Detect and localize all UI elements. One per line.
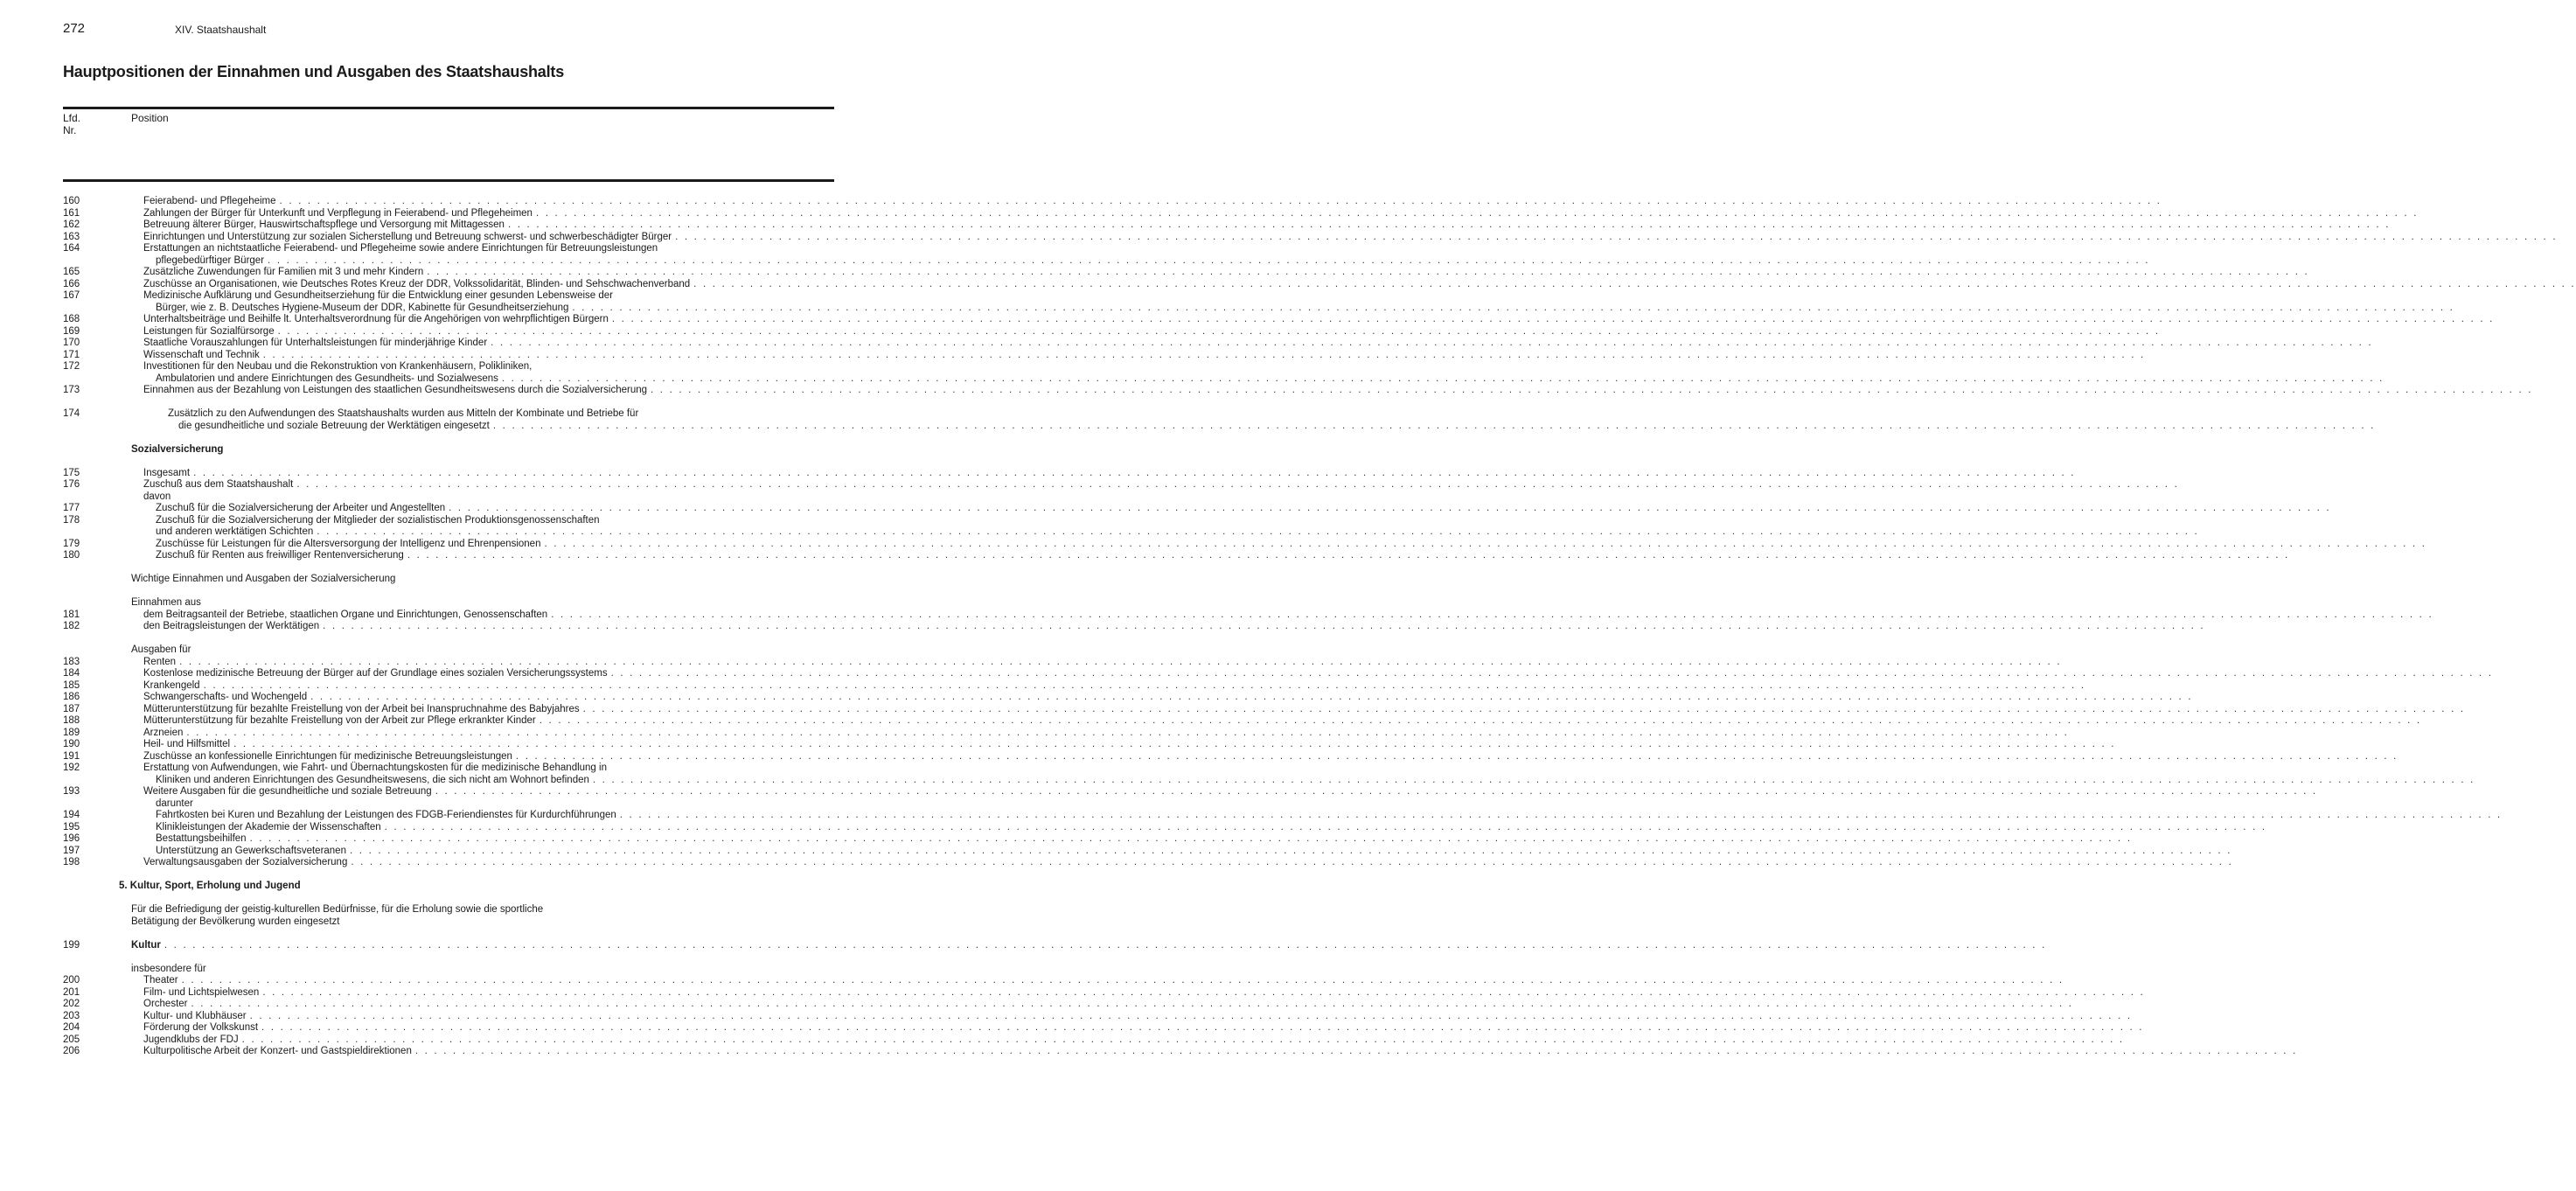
row-entry: [143, 1022, 2144, 1034]
table-row: [0, 739, 2116, 751]
row-number: 179: [63, 538, 80, 549]
table-row: [0, 243, 895, 255]
row-entry: [143, 278, 2576, 291]
running-title: XIV. Staatshaushalt: [175, 24, 267, 36]
row-entry: [178, 420, 2376, 433]
row-text: Theater: [143, 975, 178, 986]
row-text: Erstattungen an nichtstaatliche Feierabend- und Pflegeheime sowie andere Einrichtungen für Betreuungsleistungen: [143, 243, 658, 254]
row-number: 186: [63, 692, 80, 702]
row-text: Zuschuß für die Sozialversicherung der Arbeiter und Angestellten: [156, 503, 446, 513]
row-text: Kulturpolitische Arbeit der Konzert- und Gastspieldirektionen: [143, 1046, 412, 1056]
row-spacer: [0, 397, 895, 409]
column-header-position: Position: [131, 112, 169, 124]
row-text: Weitere Ausgaben für die gesundheitliche und soziale Betreuung: [143, 786, 432, 797]
row-number: 177: [63, 503, 80, 513]
dot-leader: . . . . . . . . . . . . . . . . . . . . . . . . . . . . . . . . . . . . . . . . . . . . . . . . . . . . . . . . . . . . . . . . . . . . . . . . . . . . . . . . . . . . . . . . . . . . . . . . . . . . . . . . . . . . . . . . . . . . . . . . . . . . . . . . . . . . . . . . . . . . . . . . . . . . . . . . . . . . . . . . . . . . . . . . . . . . . . . . . . . . . . . . . . . . . . . . . . . . . . . .: [435, 786, 2318, 797]
dot-leader: . . . . . . . . . . . . . . . . . . . . . . . . . . . . . . . . . . . . . . . . . . . . . . . . . . . . . . . . . . . . . . . . . . . . . . . . . . . . . . . . . . . . . . . . . . . . . . . . . . . . . . . . . . . . . . . . . . . . . . . . . . . . . . . . . . . . . . . . . . . . . . . . . . . . . . . . . . . . . . . . . . . . . . . . . . . . . . . . . . . . . . . . . . . . . . . . . . . . . . . .: [491, 338, 2373, 348]
table-row: [0, 538, 2427, 551]
row-number: 173: [63, 385, 80, 395]
row-entry: [143, 1010, 2133, 1023]
row-spacer: [0, 951, 895, 964]
row-entry: [143, 975, 2064, 987]
row-text: Feierabend- und Pflegeheime: [143, 196, 276, 206]
row-entry: [143, 999, 2074, 1011]
row-text: die gesundheitliche und soziale Betreuung der Werktätigen eingesetzt: [178, 420, 490, 431]
row-entry: [143, 219, 2391, 232]
row-number: 197: [63, 845, 80, 856]
row-text: Zusätzlich zu den Aufwendungen des Staatshaushalts wurden aus Mitteln der Kombinate und Betriebe für: [168, 408, 639, 419]
table-row: [0, 986, 2145, 999]
table-row: [0, 1010, 2133, 1023]
dot-leader: . . . . . . . . . . . . . . . . . . . . . . . . . . . . . . . . . . . . . . . . . . . . . . . . . . . . . . . . . . . . . . . . . . . . . . . . . . . . . . . . . . . . . . . . . . . . . . . . . . . . . . . . . . . . . . . . . . . . . . . . . . . . . . . . . . . . . . . . . . . . . . . . . . . . . . . . . . . . . . . . . . . . . . . . . . . . . . . . . . . . . . . . . . . . . . . . . . . . . . . .: [492, 420, 2376, 431]
row-text: 5. Kultur, Sport, Erholung und Jugend: [119, 881, 301, 891]
row-text: Zuschüsse für Leistungen für die Altersversorgung der Intelligenz und Ehrenpensionen: [156, 538, 541, 549]
table-row: [0, 515, 895, 527]
row-text: Einnahmen aus: [131, 597, 201, 608]
row-entry: [143, 267, 2309, 279]
dot-leader: . . . . . . . . . . . . . . . . . . . . . . . . . . . . . . . . . . . . . . . . . . . . . . . . . . . . . . . . . . . . . . . . . . . . . . . . . . . . . . . . . . . . . . . . . . . . . . . . . . . . . . . . . . . . . . . . . . . . . . . . . . . . . . . . . . . . . . . . . . . . . . . . . . . . . . . . . . . . . . . . . . . . . . . . . . . . . . . . . . . . . . . . . . . . . . . . . . . . . . . .: [539, 715, 2422, 726]
row-text: Staatliche Vorauszahlungen für Unterhaltsleistungen für minderjährige Kinder: [143, 338, 488, 348]
table-row: [0, 479, 2179, 491]
dot-leader: . . . . . . . . . . . . . . . . . . . . . . . . . . . . . . . . . . . . . . . . . . . . . . . . . . . . . . . . . . . . . . . . . . . . . . . . . . . . . . . . . . . . . . . . . . . . . . . . . . . . . . . . . . . . . . . . . . . . . . . . . . . . . . . . . . . . . . . . . . . . . . . . . . . . . . . . . . . . . . . . . . . . . . . . . . . . . . . . . . . . . . . . . . . . . . . . . . . . . . . .: [592, 774, 2475, 785]
row-text: den Beitragsleistungen der Werktätigen: [143, 621, 320, 631]
row-text: Leistungen für Sozialfürsorge: [143, 325, 275, 337]
table-row: [0, 196, 2162, 208]
row-number: 169: [63, 325, 80, 337]
row-text: Betreuung älterer Bürger, Hauswirtschaftspflege und Versorgung mit Mittagessen: [143, 219, 505, 230]
dot-leader: . . . . . . . . . . . . . . . . . . . . . . . . . . . . . . . . . . . . . . . . . . . . . . . . . . . . . . . . . . . . . . . . . . . . . . . . . . . . . . . . . . . . . . . . . . . . . . . . . . . . . . . . . . . . . . . . . . . . . . . . . . . . . . . . . . . . . . . . . . . . . . . . . . . . . . . . . . . . . . . . . . . . . . . . . . . . . . . . . . . . . . . . . . . . . . . . . . . . . . . .: [414, 1046, 2298, 1056]
row-entry: [143, 857, 2233, 869]
row-number: 194: [63, 810, 80, 820]
row-spacer: [0, 432, 895, 444]
table-row: [0, 668, 2494, 680]
dot-leader: . . . . . . . . . . . . . . . . . . . . . . . . . . . . . . . . . . . . . . . . . . . . . . . . . . . . . . . . . . . . . . . . . . . . . . . . . . . . . . . . . . . . . . . . . . . . . . . . . . . . . . . . . . . . . . . . . . . . . . . . . . . . . . . . . . . . . . . . . . . . . . . . . . . . . . . . . . . . . . . . . . . . . . . . . . . . . . . . . . . . . . . . . . . . . . . . . . . . . . . .: [449, 503, 2331, 513]
row-number: 170: [63, 338, 80, 348]
row-number: 203: [63, 1010, 80, 1021]
table-row: [0, 302, 2455, 315]
dot-leader: . . . . . . . . . . . . . . . . . . . . . . . . . . . . . . . . . . . . . . . . . . . . . . . . . . . . . . . . . . . . . . . . . . . . . . . . . . . . . . . . . . . . . . . . . . . . . . . . . . . . . . . . . . . . . . . . . . . . . . . . . . . . . . . . . . . . . . . . . . . . . . . . . . . . . . . . . . . . . . . . . . . . . . . . . . . . . . . . . . . . . . . . . . . . . . . . . . . . . . . .: [310, 692, 2193, 702]
row-text: Medizinische Aufklärung und Gesundheitserziehung für die Entwicklung einer gesunden Lebensweise der: [143, 290, 614, 301]
row-number: 202: [63, 999, 80, 1009]
table-row: [0, 810, 2503, 822]
column-header-number-line2: Nr.: [63, 124, 77, 136]
row-number: 191: [63, 750, 80, 762]
row-entry: [143, 621, 2205, 633]
row-text: Krankengeld: [143, 679, 200, 691]
row-text: Für die Befriedigung der geistig-kulturellen Bedürfnisse, für die Erholung sowie die sportliche: [131, 904, 544, 915]
dot-leader: . . . . . . . . . . . . . . . . . . . . . . . . . . . . . . . . . . . . . . . . . . . . . . . . . . . . . . . . . . . . . . . . . . . . . . . . . . . . . . . . . . . . . . . . . . . . . . . . . . . . . . . . . . . . . . . . . . . . . . . . . . . . . . . . . . . . . . . . . . . . . . . . . . . . . . . . . . . . . . . . . . . . . . . . . . . . . . . . . . . . . . . . . . . . . . . . . . . . . . . .: [262, 349, 2146, 360]
table-row: [0, 727, 2070, 740]
table-row: [0, 373, 2385, 386]
dot-leader: . . . . . . . . . . . . . . . . . . . . . . . . . . . . . . . . . . . . . . . . . . . . . . . . . . . . . . . . . . . . . . . . . . . . . . . . . . . . . . . . . . . . . . . . . . . . . . . . . . . . . . . . . . . . . . . . . . . . . . . . . . . . . . . . . . . . . . . . . . . . . . . . . . . . . . . . . . . . . . . . . . . . . . . . . . . . . . . . . . . . . . . . . . . . . . . . . . . . . . . .: [384, 821, 2267, 832]
row-entry: [143, 692, 2193, 704]
table-row: [0, 254, 2150, 268]
dot-leader: . . . . . . . . . . . . . . . . . . . . . . . . . . . . . . . . . . . . . . . . . . . . . . . . . . . . . . . . . . . . . . . . . . . . . . . . . . . . . . . . . . . . . . . . . . . . . . . . . . . . . . . . . . . . . . . . . . . . . . . . . . . . . . . . . . . . . . . . . . . . . . . . . . . . . . . . . . . . . . . . . . . . . . . . . . . . . . . . . . . . . . . . . . . . . . . . . . . . . . . .: [507, 219, 2391, 230]
row-number: 190: [63, 739, 80, 749]
row-number: 189: [63, 727, 80, 738]
row-entry: [156, 526, 2199, 539]
row-number: 199: [63, 939, 80, 951]
row-spacer: [0, 893, 895, 905]
table-row: [0, 774, 2475, 787]
header-rule-top: [63, 107, 834, 109]
row-number: 168: [63, 314, 80, 324]
row-text: Kultur: [131, 939, 161, 951]
row-text: Kultur- und Klubhäuser: [143, 1010, 247, 1021]
row-text: Einnahmen aus der Bezahlung von Leistungen des staatlichen Gesundheitswesens durch die Sozialversicherung: [143, 385, 648, 395]
table-row: [0, 503, 2331, 515]
row-entry: [143, 207, 2419, 220]
table-body: [0, 196, 2576, 1058]
table-row: [0, 621, 2205, 633]
row-text: Heil- und Hilfsmittel: [143, 739, 231, 749]
row-number: 183: [63, 656, 80, 667]
table-row: [0, 821, 2267, 834]
row-number: 176: [63, 479, 80, 490]
dot-leader: . . . . . . . . . . . . . . . . . . . . . . . . . . . . . . . . . . . . . . . . . . . . . . . . . . . . . . . . . . . . . . . . . . . . . . . . . . . . . . . . . . . . . . . . . . . . . . . . . . . . . . . . . . . . . . . . . . . . . . . . . . . . . . . . . . . . . . . . . . . . . . . . . . . . . . . . . . . . . . . . . . . . . . . . . . . . . . . . . . . . . . . . . . . . . . . . . . . . . . . .: [279, 196, 2162, 206]
column-header-number-line1: Lfd.: [63, 112, 81, 124]
table-row: [0, 267, 2309, 279]
row-number: 187: [63, 703, 80, 714]
table-row: [0, 219, 2391, 232]
row-text: Kliniken und anderen Einrichtungen des Gesundheitswesens, die sich nicht am Wohnort befinden: [156, 774, 589, 785]
row-text: Erstattung von Aufwendungen, wie Fahrt- und Übernachtungskosten für die medizinische Behandlung in: [143, 763, 607, 773]
row-text: davon: [143, 491, 171, 502]
row-number: 195: [63, 821, 80, 832]
table-row: [0, 939, 2047, 952]
row-text: darunter: [156, 797, 193, 809]
dot-leader: . . . . . . . . . . . . . . . . . . . . . . . . . . . . . . . . . . . . . . . . . . . . . . . . . . . . . . . . . . . . . . . . . . . . . . . . . . . . . . . . . . . . . . . . . . . . . . . . . . . . . . . . . . . . . . . . . . . . . . . . . . . . . . . . . . . . . . . . . . . . . . . . . . . . . . . . . . . . . . . . . . . . . . . . . . . . . . . . . . . . . . . . . . . . . . . . . . . . . . . .: [351, 857, 2233, 867]
table-row: [0, 444, 895, 456]
dot-leader: . . . . . . . . . . . . . . . . . . . . . . . . . . . . . . . . . . . . . . . . . . . . . . . . . . . . . . . . . . . . . . . . . . . . . . . . . . . . . . . . . . . . . . . . . . . . . . . . . . . . . . . . . . . . . . . . . . . . . . . . . . . . . . . . . . . . . . . . . . . . . . . . . . . . . . . . . . . . . . . . . . . . . . . . . . . . . . . . . . . . . . . . . . . . . . . . . . . . . . . .: [619, 810, 2503, 820]
row-entry: [131, 939, 2047, 952]
row-entry: [156, 774, 2475, 787]
table-row: [0, 420, 2376, 433]
row-number: 206: [63, 1046, 80, 1056]
row-entry: [143, 750, 2398, 763]
row-text: Förderung der Volkskunst: [143, 1022, 259, 1033]
dot-leader: . . . . . . . . . . . . . . . . . . . . . . . . . . . . . . . . . . . . . . . . . . . . . . . . . . . . . . . . . . . . . . . . . . . . . . . . . . . . . . . . . . . . . . . . . . . . . . . . . . . . . . . . . . . . . . . . . . . . . . . . . . . . . . . . . . . . . . . . . . . . . . . . . . . . . . . . . . . . . . . . . . . . . . . . . . . . . . . . . . . . . . . . . . . . . . . . . . . . . . . .: [233, 739, 2116, 749]
row-spacer: [0, 456, 895, 468]
row-text: Fahrtkosten bei Kuren und Bezahlung der Leistungen des FDGB-Feriendienstes für Kurdurchführungen: [156, 810, 616, 820]
row-number: 166: [63, 278, 80, 289]
row-number: 205: [63, 1034, 80, 1045]
row-entry: [156, 833, 2133, 846]
dot-leader: . . . . . . . . . . . . . . . . . . . . . . . . . . . . . . . . . . . . . . . . . . . . . . . . . . . . . . . . . . . . . . . . . . . . . . . . . . . . . . . . . . . . . . . . . . . . . . . . . . . . . . . . . . . . . . . . . . . . . . . . . . . . . . . . . . . . . . . . . . . . . . . . . . . . . . . . . . . . . . . . . . . . . . . . . . . . . . . . . . . . . . . . . . . . . . . . . . . . . . . .: [610, 668, 2494, 679]
row-number: 174: [63, 408, 80, 419]
table-row: [0, 550, 2290, 562]
table-row: [0, 1034, 2125, 1047]
table-row: [0, 798, 895, 811]
table-row: [0, 786, 2318, 798]
dot-leader: . . . . . . . . . . . . . . . . . . . . . . . . . . . . . . . . . . . . . . . . . . . . . . . . . . . . . . . . . . . . . . . . . . . . . . . . . . . . . . . . . . . . . . . . . . . . . . . . . . . . . . . . . . . . . . . . . . . . . . . . . . . . . . . . . . . . . . . . . . . . . . . . . . . . . . . . . . . . . . . . . . . . . . . . . . . . . . . . . . . . . . . . . . . . . . . . . . . . . . . .: [277, 325, 2161, 337]
row-number: 196: [63, 833, 80, 844]
row-number: 171: [63, 349, 80, 360]
table-row: [0, 679, 2086, 693]
row-number: 198: [63, 857, 80, 867]
row-entry: [143, 609, 2433, 622]
row-entry: [143, 479, 2179, 491]
row-text: Zuschuß aus dem Staatshaushalt: [143, 479, 294, 490]
row-number: 165: [63, 267, 80, 277]
dot-leader: . . . . . . . . . . . . . . . . . . . . . . . . . . . . . . . . . . . . . . . . . . . . . . . . . . . . . . . . . . . . . . . . . . . . . . . . . . . . . . . . . . . . . . . . . . . . . . . . . . . . . . . . . . . . . . . . . . . . . . . . . . . . . . . . . . . . . . . . . . . . . . . . . . . . . . . . . . . . . . . . . . . . . . . . . . . . . . . . . . . . . . . . . . . . . . . . . . . . . . . .: [296, 479, 2179, 490]
dot-leader: . . . . . . . . . . . . . . . . . . . . . . . . . . . . . . . . . . . . . . . . . . . . . . . . . . . . . . . . . . . . . . . . . . . . . . . . . . . . . . . . . . . . . . . . . . . . . . . . . . . . . . . . . . . . . . . . . . . . . . . . . . . . . . . . . . . . . . . . . . . . . . . . . . . . . . . . . . . . . . . . . . . . . . . . . . . . . . . . . . . . . . . . . . . . . . . . . . . . . . . .: [572, 302, 2455, 313]
row-text: Zuschüsse an konfessionelle Einrichtungen für medizinische Betreuungsleistungen: [143, 750, 512, 762]
row-entry: [143, 679, 2086, 693]
row-text: Kostenlose medizinische Betreuung der Bürger auf der Grundlage eines sozialen Versicherungssystems: [143, 668, 608, 679]
row-number: 161: [63, 207, 80, 219]
row-text: Ausgaben für: [131, 644, 191, 655]
row-entry: [156, 821, 2267, 834]
row-number: 192: [63, 763, 80, 773]
table-row: [0, 574, 895, 586]
row-spacer: [0, 928, 895, 940]
table-row: [0, 385, 2533, 397]
row-spacer: [0, 586, 895, 598]
table-row: [0, 597, 895, 609]
row-text: und anderen werktätigen Schichten: [156, 526, 314, 537]
row-text: Jugendklubs der FDJ: [143, 1034, 239, 1045]
dot-leader: . . . . . . . . . . . . . . . . . . . . . . . . . . . . . . . . . . . . . . . . . . . . . . . . . . . . . . . . . . . . . . . . . . . . . . . . . . . . . . . . . . . . . . . . . . . . . . . . . . . . . . . . . . . . . . . . . . . . . . . . . . . . . . . . . . . . . . . . . . . . . . . . . . . . . . . . . . . . . . . . . . . . . . . . . . . . . . . . . . . . . . . . . . . . . . . . . . . . . . . .: [262, 986, 2145, 998]
row-entry: [156, 538, 2427, 551]
table-row: [0, 314, 2495, 326]
dot-leader: . . . . . . . . . . . . . . . . . . . . . . . . . . . . . . . . . . . . . . . . . . . . . . . . . . . . . . . . . . . . . . . . . . . . . . . . . . . . . . . . . . . . . . . . . . . . . . . . . . . . . . . . . . . . . . . . . . . . . . . . . . . . . . . . . . . . . . . . . . . . . . . . . . . . . . . . . . . . . . . . . . . . . . . . . . . . . . . . . . . . . . . . . . . . . . . . . . . . . . . .: [181, 975, 2064, 986]
dot-leader: . . . . . . . . . . . . . . . . . . . . . . . . . . . . . . . . . . . . . . . . . . . . . . . . . . . . . . . . . . . . . . . . . . . . . . . . . . . . . . . . . . . . . . . . . . . . . . . . . . . . . . . . . . . . . . . . . . . . . . . . . . . . . . . . . . . . . . . . . . . . . . . . . . . . . . . . . . . . . . . . . . . . . . . . . . . . . . . . . . . . . . . . . . . . . . . . . . . . . . . .: [427, 267, 2309, 277]
dot-leader: . . . . . . . . . . . . . . . . . . . . . . . . . . . . . . . . . . . . . . . . . . . . . . . . . . . . . . . . . . . . . . . . . . . . . . . . . . . . . . . . . . . . . . . . . . . . . . . . . . . . . . . . . . . . . . . . . . . . . . . . . . . . . . . . . . . . . . . . . . . . . . . . . . . . . . . . . . . . . . . . . . . . . . . . . . . . . . . . . . . . . . . . . . . . . . . . . . . . . . . .: [535, 207, 2419, 219]
row-text: Unterhaltsbeiträge und Beihilfe lt. Unterhaltsverordnung für die Angehörigen von wehrpflichtigen Bürgern: [143, 314, 609, 324]
row-spacer: [0, 869, 895, 881]
row-number: 163: [63, 231, 80, 242]
table-row: [0, 609, 2433, 622]
dot-leader: . . . . . . . . . . . . . . . . . . . . . . . . . . . . . . . . . . . . . . . . . . . . . . . . . . . . . . . . . . . . . . . . . . . . . . . . . . . . . . . . . . . . . . . . . . . . . . . . . . . . . . . . . . . . . . . . . . . . . . . . . . . . . . . . . . . . . . . . . . . . . . . . . . . . . . . . . . . . . . . . . . . . . . . . . . . . . . . . . . . . . . . . . . . . . . . . . . . . . . . .: [203, 679, 2086, 691]
table-row: [0, 833, 2133, 846]
row-text: Insgesamt: [143, 467, 191, 478]
dot-leader: . . . . . . . . . . . . . . . . . . . . . . . . . . . . . . . . . . . . . . . . . . . . . . . . . . . . . . . . . . . . . . . . . . . . . . . . . . . . . . . . . . . . . . . . . . . . . . . . . . . . . . . . . . . . . . . . . . . . . . . . . . . . . . . . . . . . . . . . . . . . . . . . . . . . . . . . . . . . . . . . . . . . . . . . . . . . . . . . . . . . . . . . . . . . . . . . . . . . . . . .: [268, 254, 2150, 266]
table-row: [0, 881, 895, 893]
row-entry: [143, 314, 2495, 326]
table-row: [0, 361, 895, 373]
table-row: [0, 692, 2193, 704]
row-text: Zuschüsse an Organisationen, wie Deutsches Rotes Kreuz der DDR, Volkssolidarität, Blinden- und Sehschwachenverband: [143, 278, 691, 289]
dot-leader: . . . . . . . . . . . . . . . . . . . . . . . . . . . . . . . . . . . . . . . . . . . . . . . . . . . . . . . . . . . . . . . . . . . . . . . . . . . . . . . . . . . . . . . . . . . . . . . . . . . . . . . . . . . . . . . . . . . . . . . . . . . . . . . . . . . . . . . . . . . . . . . . . . . . . . . . . . . . . . . . . . . . . . . . . . . . . . . . . . . . . . . . . . . . . . . . . . . . . . . .: [675, 231, 2558, 242]
row-text: Zuschuß für Renten aus freiwilliger Rentenversicherung: [156, 550, 404, 561]
dot-leader: . . . . . . . . . . . . . . . . . . . . . . . . . . . . . . . . . . . . . . . . . . . . . . . . . . . . . . . . . . . . . . . . . . . . . . . . . . . . . . . . . . . . . . . . . . . . . . . . . . . . . . . . . . . . . . . . . . . . . . . . . . . . . . . . . . . . . . . . . . . . . . . . . . . . . . . . . . . . . . . . . . . . . . . . . . . . . . . . . . . . . . . . . . . . . . . . . . . . . . . .: [515, 750, 2398, 762]
row-text: Zuschuß für die Sozialversicherung der Mitglieder der sozialistischen Produktionsgenossenschaften: [156, 514, 600, 526]
table-row: [0, 904, 895, 916]
dot-leader: . . . . . . . . . . . . . . . . . . . . . . . . . . . . . . . . . . . . . . . . . . . . . . . . . . . . . . . . . . . . . . . . . . . . . . . . . . . . . . . . . . . . . . . . . . . . . . . . . . . . . . . . . . . . . . . . . . . . . . . . . . . . . . . . . . . . . . . . . . . . . . . . . . . . . . . . . . . . . . . . . . . . . . . . . . . . . . . . . . . . . . . . . . . . . . . . . . . . . . . .: [582, 703, 2466, 714]
dot-leader: . . . . . . . . . . . . . . . . . . . . . . . . . . . . . . . . . . . . . . . . . . . . . . . . . . . . . . . . . . . . . . . . . . . . . . . . . . . . . . . . . . . . . . . . . . . . . . . . . . . . . . . . . . . . . . . . . . . . . . . . . . . . . . . . . . . . . . . . . . . . . . . . . . . . . . . . . . . . . . . . . . . . . . . . . . . . . . . . . . . . . . . . . . . . . . . . . . . . . . . .: [501, 373, 2385, 384]
row-number: 175: [63, 467, 80, 478]
dot-leader: . . . . . . . . . . . . . . . . . . . . . . . . . . . . . . . . . . . . . . . . . . . . . . . . . . . . . . . . . . . . . . . . . . . . . . . . . . . . . . . . . . . . . . . . . . . . . . . . . . . . . . . . . . . . . . . . . . . . . . . . . . . . . . . . . . . . . . . . . . . . . . . . . . . . . . . . . . . . . . . . . . . . . . . . . . . . . . . . . . . . . . . . . . . . . . . . . . . . . . . .: [611, 314, 2495, 324]
row-entry: [143, 727, 2070, 740]
row-entry: [143, 739, 2116, 751]
row-text: Einrichtungen und Unterstützung zur sozialen Sicherstellung und Betreuung schwerst- und schwerbeschädigter Bürger: [143, 231, 672, 242]
row-text: Bestattungsbeihilfen: [156, 833, 247, 844]
dot-leader: . . . . . . . . . . . . . . . . . . . . . . . . . . . . . . . . . . . . . . . . . . . . . . . . . . . . . . . . . . . . . . . . . . . . . . . . . . . . . . . . . . . . . . . . . . . . . . . . . . . . . . . . . . . . . . . . . . . . . . . . . . . . . . . . . . . . . . . . . . . . . . . . . . . . . . . . . . . . . . . . . . . . . . . . . . . . . . . . . . . . . . . . . . . . . . . . . . . . . . . .: [179, 656, 2062, 667]
row-entry: [143, 668, 2494, 680]
row-spacer: [0, 562, 895, 575]
row-spacer: [0, 633, 895, 645]
dot-leader: . . . . . . . . . . . . . . . . . . . . . . . . . . . . . . . . . . . . . . . . . . . . . . . . . . . . . . . . . . . . . . . . . . . . . . . . . . . . . . . . . . . . . . . . . . . . . . . . . . . . . . . . . . . . . . . . . . . . . . . . . . . . . . . . . . . . . . . . . . . . . . . . . . . . . . . . . . . . . . . . . . . . . . . . . . . . . . . . . . . . . . . . . . . . . . . . . . . . . . . .: [693, 278, 2576, 289]
row-entry: [143, 231, 2558, 244]
table-row: [0, 349, 2146, 362]
row-entry: [156, 373, 2385, 386]
dot-leader: . . . . . . . . . . . . . . . . . . . . . . . . . . . . . . . . . . . . . . . . . . . . . . . . . . . . . . . . . . . . . . . . . . . . . . . . . . . . . . . . . . . . . . . . . . . . . . . . . . . . . . . . . . . . . . . . . . . . . . . . . . . . . . . . . . . . . . . . . . . . . . . . . . . . . . . . . . . . . . . . . . . . . . . . . . . . . . . . . . . . . . . . . . . . . . . . . . . . . . . .: [249, 833, 2133, 844]
row-text: Wichtige Einnahmen und Ausgaben der Sozialversicherung: [131, 574, 396, 584]
row-entry: [143, 325, 2161, 338]
table-row: [0, 338, 2373, 350]
dot-leader: . . . . . . . . . . . . . . . . . . . . . . . . . . . . . . . . . . . . . . . . . . . . . . . . . . . . . . . . . . . . . . . . . . . . . . . . . . . . . . . . . . . . . . . . . . . . . . . . . . . . . . . . . . . . . . . . . . . . . . . . . . . . . . . . . . . . . . . . . . . . . . . . . . . . . . . . . . . . . . . . . . . . . . . . . . . . . . . . . . . . . . . . . . . . . . . . . . . . . . . .: [164, 939, 2047, 951]
table-row: [0, 290, 895, 303]
dot-leader: . . . . . . . . . . . . . . . . . . . . . . . . . . . . . . . . . . . . . . . . . . . . . . . . . . . . . . . . . . . . . . . . . . . . . . . . . . . . . . . . . . . . . . . . . . . . . . . . . . . . . . . . . . . . . . . . . . . . . . . . . . . . . . . . . . . . . . . . . . . . . . . . . . . . . . . . . . . . . . . . . . . . . . . . . . . . . . . . . . . . . . . . . . . . . . . . . . . . . . . .: [186, 727, 2070, 738]
row-number: 204: [63, 1022, 80, 1033]
row-number: 172: [63, 361, 80, 372]
table-row: [0, 491, 895, 504]
row-text: Film- und Lichtspielwesen: [143, 986, 260, 998]
table-row: [0, 325, 2161, 338]
column-header-number: [63, 112, 80, 136]
row-entry: [143, 338, 2373, 350]
dot-leader: . . . . . . . . . . . . . . . . . . . . . . . . . . . . . . . . . . . . . . . . . . . . . . . . . . . . . . . . . . . . . . . . . . . . . . . . . . . . . . . . . . . . . . . . . . . . . . . . . . . . . . . . . . . . . . . . . . . . . . . . . . . . . . . . . . . . . . . . . . . . . . . . . . . . . . . . . . . . . . . . . . . . . . . . . . . . . . . . . . . . . . . . . . . . . . . . . . . . . . . .: [261, 1022, 2144, 1033]
row-number: 184: [63, 668, 80, 679]
row-number: 180: [63, 550, 80, 561]
row-text: Renten: [143, 656, 177, 667]
row-entry: [143, 1034, 2125, 1047]
row-text: Orchester: [143, 999, 188, 1009]
row-text: Schwangerschafts- und Wochengeld: [143, 692, 308, 702]
table-row: [0, 715, 2422, 728]
row-entry: [143, 196, 2162, 208]
table-row: [0, 857, 2233, 869]
row-entry: [143, 1046, 2298, 1058]
table-row: [0, 763, 895, 775]
row-entry: [143, 715, 2422, 728]
dot-leader: . . . . . . . . . . . . . . . . . . . . . . . . . . . . . . . . . . . . . . . . . . . . . . . . . . . . . . . . . . . . . . . . . . . . . . . . . . . . . . . . . . . . . . . . . . . . . . . . . . . . . . . . . . . . . . . . . . . . . . . . . . . . . . . . . . . . . . . . . . . . . . . . . . . . . . . . . . . . . . . . . . . . . . . . . . . . . . . . . . . . . . . . . . . . . . . . . . . . . . . .: [191, 999, 2074, 1009]
dot-leader: . . . . . . . . . . . . . . . . . . . . . . . . . . . . . . . . . . . . . . . . . . . . . . . . . . . . . . . . . . . . . . . . . . . . . . . . . . . . . . . . . . . . . . . . . . . . . . . . . . . . . . . . . . . . . . . . . . . . . . . . . . . . . . . . . . . . . . . . . . . . . . . . . . . . . . . . . . . . . . . . . . . . . . . . . . . . . . . . . . . . . . . . . . . . . . . . . . . . . . . .: [241, 1034, 2125, 1045]
dot-leader: . . . . . . . . . . . . . . . . . . . . . . . . . . . . . . . . . . . . . . . . . . . . . . . . . . . . . . . . . . . . . . . . . . . . . . . . . . . . . . . . . . . . . . . . . . . . . . . . . . . . . . . . . . . . . . . . . . . . . . . . . . . . . . . . . . . . . . . . . . . . . . . . . . . . . . . . . . . . . . . . . . . . . . . . . . . . . . . . . . . . . . . . . . . . . . . . . . . . . . . .: [551, 609, 2433, 620]
row-number: 182: [63, 621, 80, 631]
row-number: 188: [63, 715, 80, 726]
table-row: [0, 207, 2419, 220]
row-entry: [143, 656, 2062, 669]
dot-leader: . . . . . . . . . . . . . . . . . . . . . . . . . . . . . . . . . . . . . . . . . . . . . . . . . . . . . . . . . . . . . . . . . . . . . . . . . . . . . . . . . . . . . . . . . . . . . . . . . . . . . . . . . . . . . . . . . . . . . . . . . . . . . . . . . . . . . . . . . . . . . . . . . . . . . . . . . . . . . . . . . . . . . . . . . . . . . . . . . . . . . . . . . . . . . . . . . . . . . . . .: [249, 1010, 2133, 1021]
table-row: [0, 526, 2199, 539]
table-row: [0, 467, 2076, 480]
row-entry: [156, 302, 2455, 315]
row-text: dem Beitragsanteil der Betriebe, staatlichen Organe und Einrichtungen, Genossenschaften: [143, 609, 548, 620]
row-text: Wissenschaft und Technik: [143, 349, 260, 360]
row-text: insbesondere für: [131, 963, 206, 974]
row-entry: [143, 467, 2076, 480]
table-row: [0, 750, 2398, 763]
row-text: Verwaltungsausgaben der Sozialversicherung: [143, 857, 348, 867]
table-row: [0, 278, 2576, 291]
table-row: [0, 964, 895, 976]
table-row: [0, 231, 2558, 244]
page-title: Hauptpositionen der Einnahmen und Ausgaben des Staatshaushalts: [63, 63, 565, 80]
row-entry: [143, 703, 2466, 716]
row-text: Zahlungen der Bürger für Unterkunft und Verpflegung in Feierabend- und Pflegeheimen: [143, 207, 533, 219]
row-text: Klinikleistungen der Akademie der Wissenschaften: [156, 821, 381, 832]
row-entry: [156, 550, 2290, 562]
page-number: 272: [63, 21, 86, 36]
table-row: [0, 656, 2062, 669]
row-text: Betätigung der Bevölkerung wurden eingesetzt: [131, 916, 340, 927]
dot-leader: . . . . . . . . . . . . . . . . . . . . . . . . . . . . . . . . . . . . . . . . . . . . . . . . . . . . . . . . . . . . . . . . . . . . . . . . . . . . . . . . . . . . . . . . . . . . . . . . . . . . . . . . . . . . . . . . . . . . . . . . . . . . . . . . . . . . . . . . . . . . . . . . . . . . . . . . . . . . . . . . . . . . . . . . . . . . . . . . . . . . . . . . . . . . . . . . . . . . . . . .: [544, 538, 2427, 549]
table-row: [0, 845, 2232, 858]
row-text: pflegebedürftiger Bürger: [156, 254, 265, 266]
row-text: Arzneien: [143, 727, 184, 738]
row-text: Mütterunterstützung für bezahlte Freistellung von der Arbeit zur Pflege erkrankter Kinder: [143, 715, 536, 726]
row-entry: [156, 254, 2150, 268]
dot-leader: . . . . . . . . . . . . . . . . . . . . . . . . . . . . . . . . . . . . . . . . . . . . . . . . . . . . . . . . . . . . . . . . . . . . . . . . . . . . . . . . . . . . . . . . . . . . . . . . . . . . . . . . . . . . . . . . . . . . . . . . . . . . . . . . . . . . . . . . . . . . . . . . . . . . . . . . . . . . . . . . . . . . . . . . . . . . . . . . . . . . . . . . . . . . . . . . . . . . . . . .: [651, 385, 2533, 395]
row-entry: [143, 986, 2145, 999]
dot-leader: . . . . . . . . . . . . . . . . . . . . . . . . . . . . . . . . . . . . . . . . . . . . . . . . . . . . . . . . . . . . . . . . . . . . . . . . . . . . . . . . . . . . . . . . . . . . . . . . . . . . . . . . . . . . . . . . . . . . . . . . . . . . . . . . . . . . . . . . . . . . . . . . . . . . . . . . . . . . . . . . . . . . . . . . . . . . . . . . . . . . . . . . . . . . . . . . . . . . . . . .: [193, 467, 2076, 478]
row-number: 164: [63, 243, 80, 254]
dot-leader: . . . . . . . . . . . . . . . . . . . . . . . . . . . . . . . . . . . . . . . . . . . . . . . . . . . . . . . . . . . . . . . . . . . . . . . . . . . . . . . . . . . . . . . . . . . . . . . . . . . . . . . . . . . . . . . . . . . . . . . . . . . . . . . . . . . . . . . . . . . . . . . . . . . . . . . . . . . . . . . . . . . . . . . . . . . . . . . . . . . . . . . . . . . . . . . . . . . . . . . .: [317, 526, 2199, 537]
row-entry: [156, 845, 2232, 858]
table-row: [0, 975, 2064, 987]
row-number: 178: [63, 514, 80, 526]
row-text: Investitionen für den Neubau und die Rekonstruktion von Krankenhäusern, Polikliniken,: [143, 361, 533, 372]
table-row: [0, 916, 895, 929]
table-row: [0, 1046, 2298, 1058]
row-number: 201: [63, 986, 80, 998]
row-number: 160: [63, 196, 80, 206]
row-entry: [156, 810, 2503, 822]
row-entry: [143, 349, 2146, 362]
row-number: 185: [63, 679, 80, 691]
row-text: Zusätzliche Zuwendungen für Familien mit 3 und mehr Kindern: [143, 267, 424, 277]
dot-leader: . . . . . . . . . . . . . . . . . . . . . . . . . . . . . . . . . . . . . . . . . . . . . . . . . . . . . . . . . . . . . . . . . . . . . . . . . . . . . . . . . . . . . . . . . . . . . . . . . . . . . . . . . . . . . . . . . . . . . . . . . . . . . . . . . . . . . . . . . . . . . . . . . . . . . . . . . . . . . . . . . . . . . . . . . . . . . . . . . . . . . . . . . . . . . . . . . . . . . . . .: [323, 621, 2205, 631]
row-number: 193: [63, 786, 80, 797]
dot-leader: . . . . . . . . . . . . . . . . . . . . . . . . . . . . . . . . . . . . . . . . . . . . . . . . . . . . . . . . . . . . . . . . . . . . . . . . . . . . . . . . . . . . . . . . . . . . . . . . . . . . . . . . . . . . . . . . . . . . . . . . . . . . . . . . . . . . . . . . . . . . . . . . . . . . . . . . . . . . . . . . . . . . . . . . . . . . . . . . . . . . . . . . . . . . . . . . . . . . . . . .: [349, 845, 2232, 856]
table-row: [0, 1022, 2144, 1034]
dot-leader: . . . . . . . . . . . . . . . . . . . . . . . . . . . . . . . . . . . . . . . . . . . . . . . . . . . . . . . . . . . . . . . . . . . . . . . . . . . . . . . . . . . . . . . . . . . . . . . . . . . . . . . . . . . . . . . . . . . . . . . . . . . . . . . . . . . . . . . . . . . . . . . . . . . . . . . . . . . . . . . . . . . . . . . . . . . . . . . . . . . . . . . . . . . . . . . . . . . . . . . .: [407, 550, 2290, 561]
header-rule-bottom: [63, 179, 834, 182]
row-entry: [156, 503, 2331, 515]
row-text: Mütterunterstützung für bezahlte Freistellung von der Arbeit bei Inanspruchnahme des Babyjahres: [143, 703, 580, 714]
row-number: 167: [63, 290, 80, 301]
row-text: Unterstützung an Gewerkschaftsveteranen: [156, 845, 346, 856]
row-number: 181: [63, 609, 80, 620]
row-number: 200: [63, 975, 80, 986]
row-text: Sozialversicherung: [131, 443, 224, 455]
row-entry: [143, 786, 2318, 798]
row-number: 162: [63, 219, 80, 230]
table-row: [0, 999, 2074, 1011]
table-row: [0, 703, 2466, 716]
row-text: Ambulatorien und andere Einrichtungen des Gesundheits- und Sozialwesens: [156, 373, 498, 384]
table-row: [0, 644, 895, 657]
row-entry: [143, 385, 2533, 397]
table-row: [0, 408, 895, 421]
row-text: Bürger, wie z. B. Deutsches Hygiene-Museum der DDR, Kabinette für Gesundheitserziehung: [156, 302, 569, 313]
